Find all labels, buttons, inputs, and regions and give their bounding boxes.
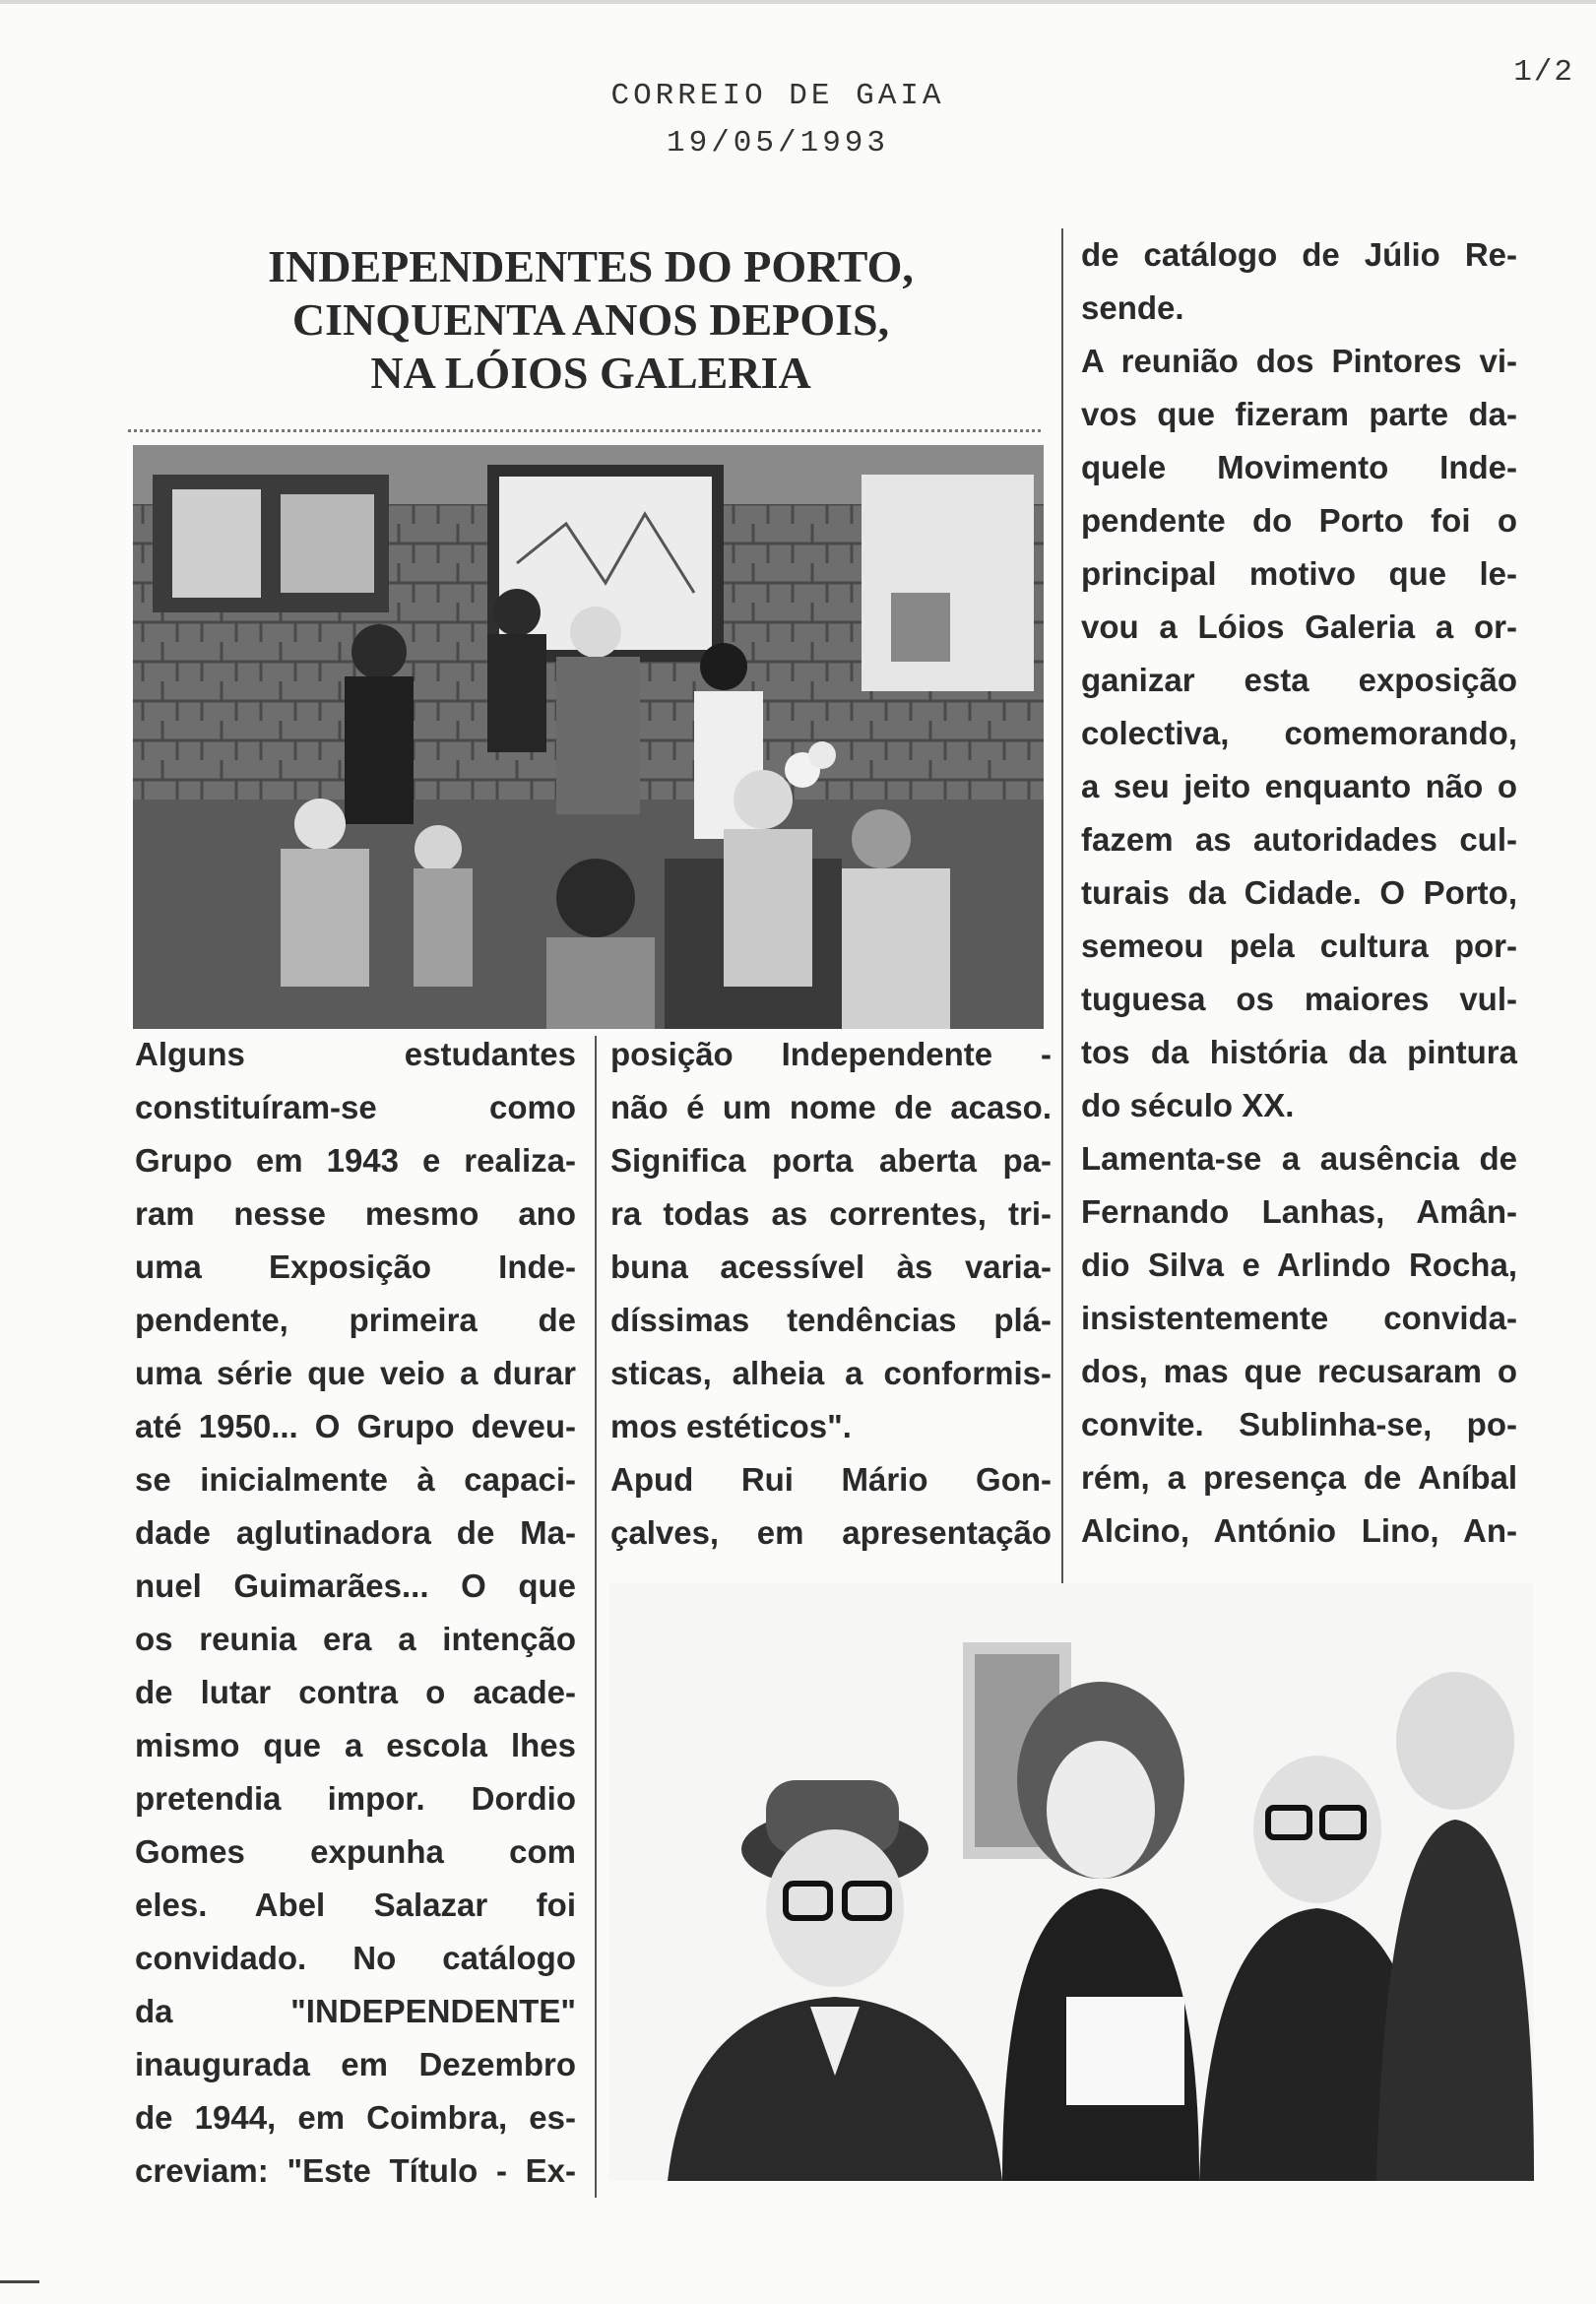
- text-line: ra todas as correntes, tri-: [610, 1195, 1052, 1232]
- text-line: Alcino, António Lino, An-: [1081, 1512, 1517, 1549]
- headline-line: INDEPENDENTES DO PORTO,: [268, 241, 914, 291]
- headline-line: NA LÓIOS GALERIA: [370, 348, 811, 398]
- text-line: quele Movimento Inde-: [1081, 449, 1517, 485]
- text-line: Gomes expunha com: [135, 1833, 576, 1870]
- text-line: principal motivo que le-: [1081, 555, 1517, 592]
- text-line: mismo que a escola lhes: [135, 1727, 576, 1763]
- text-line: sende.: [1081, 289, 1184, 326]
- gallery-crowd-photo: [133, 445, 1044, 1029]
- text-line: pretendia impor. Dordio: [135, 1780, 576, 1817]
- text-line: de lutar contra o acade-: [135, 1674, 576, 1710]
- text-line: Grupo em 1943 e realiza-: [135, 1142, 576, 1179]
- text-line: sticas, alheia a conformis-: [610, 1355, 1052, 1391]
- text-line: dio Silva e Arlindo Rocha,: [1081, 1247, 1517, 1283]
- article-column-1: [135, 1028, 576, 2198]
- article-column-3: [1081, 228, 1517, 1558]
- group-portrait-photo: [608, 1583, 1534, 2181]
- column-divider: [595, 1036, 597, 2198]
- text-line: semeou pela cultura por-: [1081, 928, 1517, 964]
- page-edge-mark: [0, 2280, 39, 2283]
- text-line: Significa porta aberta pa-: [610, 1142, 1052, 1179]
- page-number: 1/2: [1513, 55, 1574, 90]
- text-line: de 1944, em Coimbra, es-: [135, 2099, 576, 2136]
- text-line: díssimas tendências plá-: [610, 1302, 1052, 1338]
- text-line: do século XX.: [1081, 1087, 1295, 1123]
- text-line: Fernando Lanhas, Amân-: [1081, 1193, 1517, 1230]
- text-line: Apud Rui Mário Gon-: [610, 1461, 1052, 1498]
- text-line: buna acessível às varia-: [610, 1248, 1052, 1285]
- newspaper-name: CORREIO DE GAIA: [610, 79, 945, 113]
- text-line: creviam: "Este Título - Ex-: [135, 2152, 576, 2189]
- text-line: da "INDEPENDENTE": [135, 1993, 576, 2029]
- text-line: convidado. No catálogo: [135, 1940, 576, 1976]
- text-line: Lamenta-se a ausência de: [1081, 1140, 1517, 1177]
- text-line: colectiva, comemorando,: [1081, 715, 1517, 751]
- text-line: turais da Cidade. O Porto,: [1081, 874, 1517, 911]
- text-line: se inicialmente à capaci-: [135, 1461, 576, 1498]
- column-divider: [1061, 228, 1063, 1587]
- text-line: até 1950... O Grupo deveu-: [135, 1408, 576, 1444]
- text-line: tuguesa os maiores vul-: [1081, 981, 1517, 1017]
- text-line: dos, mas que recusaram o: [1081, 1353, 1517, 1389]
- text-line: mos estéticos".: [610, 1408, 852, 1444]
- text-line: pendente, primeira de: [135, 1302, 576, 1338]
- text-line: inaugurada em Dezembro: [135, 2046, 576, 2082]
- text-line: vou a Lóios Galeria a or-: [1081, 608, 1517, 645]
- article-column-2: [610, 1028, 1052, 1560]
- headline-line: CINQUENTA ANOS DEPOIS,: [291, 294, 890, 345]
- text-line: a seu jeito enquanto não o: [1081, 768, 1517, 804]
- text-line: A reunião dos Pintores vi-: [1081, 343, 1517, 379]
- text-line: nuel Guimarães... O que: [135, 1568, 576, 1604]
- text-line: rém, a presença de Aníbal: [1081, 1459, 1517, 1496]
- text-line: não é um nome de acaso.: [610, 1089, 1052, 1125]
- text-line: fazem as autoridades cul-: [1081, 821, 1517, 858]
- text-line: ganizar esta exposição: [1081, 662, 1517, 698]
- text-line: uma Exposição Inde-: [135, 1248, 576, 1285]
- text-line: os reunia era a intenção: [135, 1621, 576, 1657]
- page-top-edge: [0, 0, 1596, 4]
- photo-top-border: [128, 429, 1044, 432]
- text-line: tos da história da pintura: [1081, 1034, 1517, 1070]
- text-line: de catálogo de Júlio Re-: [1081, 236, 1517, 273]
- text-line: convite. Sublinha-se, po-: [1081, 1406, 1517, 1442]
- text-line: uma série que veio a durar: [135, 1355, 576, 1391]
- text-line: ram nesse mesmo ano: [135, 1195, 576, 1232]
- article-headline: [197, 240, 985, 400]
- text-line: Alguns estudantes: [135, 1036, 576, 1072]
- text-line: çalves, em apresentação: [610, 1514, 1052, 1551]
- text-line: posição Independente -: [610, 1036, 1052, 1072]
- text-line: eles. Abel Salazar foi: [135, 1887, 576, 1923]
- text-line: pendente do Porto foi o: [1081, 502, 1517, 539]
- publication-date: 19/05/1993: [666, 126, 890, 160]
- text-line: constituíram-se como: [135, 1089, 576, 1125]
- text-line: insistentemente convida-: [1081, 1300, 1517, 1336]
- text-line: dade aglutinadora de Ma-: [135, 1514, 576, 1551]
- text-line: vos que fizeram parte da-: [1081, 396, 1517, 432]
